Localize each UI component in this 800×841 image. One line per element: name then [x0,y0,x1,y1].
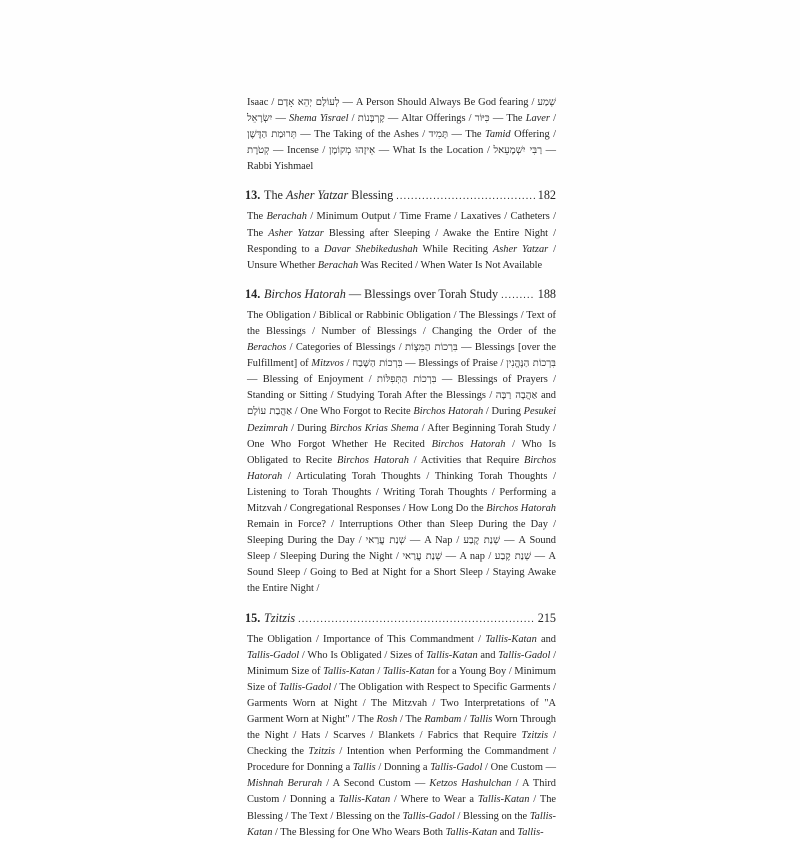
italic-term: Berachos [247,342,287,354]
italic-term: Tzitzis [308,746,335,758]
text-run: Worn Through the Night / Hats / Scarves / Blankets / Fabrics that Require [247,714,556,742]
text-run: / A Second Custom — [322,778,430,790]
text-run: — A Nap / [405,535,464,547]
italic-term: Birchos Hatorah [336,454,409,466]
section-topics [247,308,556,598]
text-run: Was Recited / When Water Is Not Available [358,259,543,271]
text-run: — Incense / [269,145,329,157]
italic-term: Tallis-Katan [382,665,435,677]
hebrew-term: רַבִּי יִשְׁמָעֵאל [493,145,542,157]
text-run: — Altar Offerings / [384,113,475,125]
italic-term: Birchos Hatorah [247,454,556,482]
italic-term: Birchos Hatorah [264,286,346,301]
text-run: / During [287,422,330,434]
italic-term: Tallis [352,762,376,774]
text-run: / Categories of Blessings / [286,342,405,354]
text-run: / [343,358,353,370]
text-run: / Minimum Size of [247,649,556,677]
text-run: The Obligation / Biblical or Rabbinic Obligation / The Blessings / Text of the Blessings / Number of Blessings / Changing the Order of the [247,309,556,337]
toc-section-15 [247,610,556,841]
italic-term: Davar Shebikedushah [324,243,418,255]
hebrew-term: אֵיזֶהוּ מְקוֹמָן [328,145,376,157]
text-run: and [477,649,499,661]
text-run: — The [448,129,485,141]
hebrew-term: בִּרְכוֹת הַתְּפִלּוֹת [376,374,437,386]
page-number: 188 [537,286,556,301]
italic-term: Tallis-Katan [247,810,556,838]
text-run: / The [397,714,425,725]
text-run: — Rabbi Yishmael [247,145,556,173]
text-run: / The Obligation with Respect to Specific Garments / Garments Worn at Night / The Mitzvah / Two Interpretations of "A Garment Worn at Night" / The [247,681,556,725]
italic-term: Birchos Krias Shema [329,422,419,434]
text-run: — The [489,113,526,125]
text-run: / The Blessing for One Who Wears Both [272,826,446,838]
section-topics [247,632,556,841]
hebrew-term: בִּרְכוֹת הַנֶּהֱנִין [506,358,556,370]
italic-term: Tallis-Gadol [430,762,483,774]
text-run: — Blessings [over the Fulfillment] of [247,342,556,370]
text-run: / One Custom — [482,762,556,774]
italic-term: Tallis-Katan [338,794,391,806]
hebrew-term: בִּרְכוֹת הַשֶּׁבַח [352,358,403,370]
text-run: — Blessings of Praise / [402,358,507,370]
toc-section-13 [247,187,556,273]
text-run: / Blessing on the [454,810,530,822]
hebrew-term: שְׁנַת קֶבַע [463,535,501,547]
italic-term: Asher Yatzar [268,227,324,239]
text-run: The [264,188,286,203]
italic-term: Rambam [424,714,462,725]
italic-term: Asher Yatzar [286,188,349,203]
section-number: 14. [245,286,261,301]
italic-term: Pesukei Dezimrah [247,406,556,434]
italic-term: Mitzvos [311,358,344,370]
italic-term: Tallis-Gadol [498,649,551,661]
text-run: / Intention when Performing the Commandment / Procedure for Donning a [247,746,556,774]
italic-term: Tallis-Katan [323,665,375,677]
section-heading[interactable] [245,610,556,628]
text-run: / A Third Custom / Donning a [247,778,556,806]
text-run: The [247,211,267,223]
italic-term: Tallis-Gadol [279,681,332,693]
section-title [264,610,295,626]
text-run: — Blessings over Torah Study [345,286,499,301]
section-heading[interactable] [245,187,556,205]
hebrew-term: בִּרְכוֹת הַמִּצְוֹת [405,342,458,354]
text-run: Isaac / [247,97,278,108]
italic-term: Shema Yisrael [288,113,349,125]
text-run: Offering / [510,129,556,141]
hebrew-term: תָּמִיד [428,129,449,141]
text-run: / Who Is Obligated / Sizes of [299,649,427,661]
text-run: Blessing after Sleeping / Awake the Entire Night / Responding to a [247,227,556,255]
hebrew-term: אַהֲבָה רַבָּה [495,390,538,402]
section-title [264,187,393,203]
italic-term: Tallis-Katan [477,794,530,806]
text-run: / The Blessing / The Text / Blessing on the [247,794,557,822]
italic-term: Tallis-Katan [445,826,498,838]
hebrew-term: לְעוֹלָם יְהֵא אָדָם [277,97,340,108]
text-run: — A Person Should Always Be God fearing / [339,97,538,108]
italic-term: Tzitzis [521,730,549,742]
text-run: and [497,826,518,838]
text-run: / Donning a [375,762,431,774]
italic-term: Mishnah Berurah [247,778,323,790]
page-number: 215 [537,610,556,625]
italic-term: Tallis [469,714,493,725]
text-run: While Reciting [417,243,493,255]
italic-term: Tallis-Katan [426,649,478,661]
text-run: / One Who Forgot to Recite [292,406,414,418]
leader-dots [396,189,534,205]
text-run: / [374,665,383,677]
hebrew-term: קְטֹרֶת [247,145,270,157]
section-title [264,286,498,302]
text-run: — The Taking of the Ashes / [296,129,429,141]
italic-term: Berachah [266,211,307,223]
italic-term: Tallis-Gadol [247,649,300,661]
italic-term: Birchos Hatorah [413,406,484,418]
text-run: / [461,714,470,725]
text-run: and [537,390,556,402]
text-run: / [549,113,556,125]
hebrew-term: שְׁמַע יִשְׂרָאֵל [247,97,556,125]
text-run: — What Is the Location / [375,145,494,157]
continued-entry-text [247,95,556,175]
leader-dots [501,288,535,304]
text-run: Remain in Force? / Interruptions Other than Sleep During the Day / Sleeping During the Day / [247,519,556,547]
italic-term: Birchos Hatorah [431,438,506,450]
italic-term: Asher Yatzar [492,243,549,255]
text-run: — A Sound Sleep / Sleeping During the Night / [247,535,556,563]
text-run: — Blessing of Enjoyment / [247,374,377,386]
text-run: and [536,633,556,645]
hebrew-term: כִּיּוֹר [474,113,490,125]
section-number: 15. [245,610,261,625]
text-run: — A nap / [442,551,495,563]
section-number: 13. [245,188,261,203]
italic-term: Berachah [317,259,359,271]
italic-term: Tallis-Katan [485,633,537,645]
italic-term: Rosh [376,714,398,725]
hebrew-term: תְּרוּמַת הַדֶּשֶׁן [247,129,297,141]
hebrew-term: שְׁנַת קֶבַע [494,551,532,563]
toc-section-14 [247,286,556,598]
hebrew-term: אַהֲבַת עוֹלָם [247,406,293,418]
text-run: / Where to Wear a [390,794,478,806]
leader-dots [298,612,535,628]
table-of-contents [247,95,556,841]
text-run: / [348,113,358,125]
hebrew-term: שְׁנַת עֲרַאי [402,551,443,563]
section-heading[interactable] [245,286,556,304]
text-run: / After Beginning Torah Study / One Who Forgot Whether He Recited [247,422,556,450]
text-run: / Minimum Output / Time Frame / Laxatives / Catheters / The [247,211,556,239]
italic-term: Tallis- [517,826,544,838]
text-run: for a Young Boy / Minimum Size of [247,665,556,693]
text-run: Blessing [348,188,394,203]
text-run: / Who Is Obligated to Recite [247,438,556,466]
italic-term: Ketzos Hashulchan [429,778,512,790]
text-run: — Blessings of Prayers / Standing or Sitting / Studying Torah After the Blessings / [247,374,557,402]
italic-term: Tzitzis [264,610,296,625]
hebrew-term: קָרְבָּנוֹת [357,113,385,125]
italic-term: Birchos Hatorah [486,502,557,514]
text-run: — A Sound Sleep / Going to Bed at Night for a Short Sleep / Staying Awake the Entire Night / [247,551,557,595]
italic-term: Laver [525,113,550,125]
hebrew-term: שְׁנַת עֲרַאי [365,535,406,547]
text-run: — [272,113,289,125]
page-number: 182 [537,188,556,203]
text-run: / Checking the [247,730,556,758]
text-run: / During [483,406,524,418]
text-run: The Obligation / Importance of This Commandment / [247,633,486,645]
text-run: / Activities that Require [408,454,525,466]
section-topics [247,209,556,273]
italic-term: Tallis-Gadol [402,810,455,822]
text-run: / Articulating Torah Thoughts / Thinking Torah Thoughts / Listening to Torah Thoughts / Writing Torah Thoughts / Performing a Mitzvah / Congregational Responses / How Long Do the [247,470,556,514]
italic-term: Tamid [485,129,511,141]
text-run: / Unsure Whether [247,243,556,271]
